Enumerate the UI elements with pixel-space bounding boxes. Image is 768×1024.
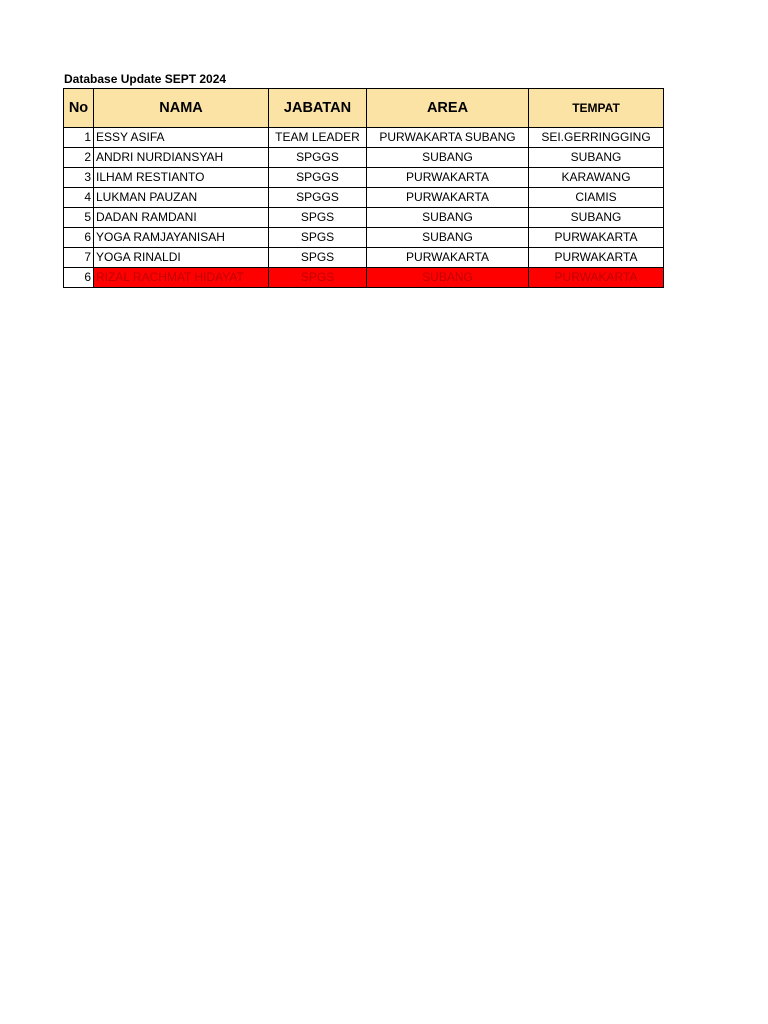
header-nama: NAMA [94,89,269,128]
header-area: AREA [367,89,529,128]
header-jabatan: JABATAN [269,89,367,128]
cell-tempat: KARAWANG [529,168,664,188]
cell-area: SUBANG [367,208,529,228]
cell-nama: YOGA RINALDI [94,248,269,268]
cell-no: 6 [64,228,94,248]
table-header-row [64,89,664,128]
cell-jabatan: SPGGS [269,188,367,208]
cell-nama: LUKMAN PAUZAN [94,188,269,208]
cell-tempat: PURWAKARTA [529,268,664,288]
cell-nama: RIZAL RACHMAT HIDAYAT [94,268,269,288]
cell-nama: DADAN RAMDANI [94,208,269,228]
cell-area: SUBANG [367,268,529,288]
cell-no: 2 [64,148,94,168]
table-row [64,188,664,208]
cell-area: PURWAKARTA [367,168,529,188]
cell-tempat: CIAMIS [529,188,664,208]
cell-jabatan: SPGGS [269,168,367,188]
sheet-title: Database Update SEPT 2024 [64,72,227,86]
cell-jabatan: SPGGS [269,148,367,168]
table-row [64,228,664,248]
cell-nama: ILHAM RESTIANTO [94,168,269,188]
cell-area: PURWAKARTA [367,188,529,208]
cell-no: 1 [64,128,94,148]
cell-nama: YOGA RAMJAYANISAH [94,228,269,248]
cell-tempat: PURWAKARTA [529,228,664,248]
cell-jabatan: SPGS [269,228,367,248]
cell-no: 7 [64,248,94,268]
cell-tempat: SUBANG [529,148,664,168]
cell-jabatan: SPGS [269,208,367,228]
table-row [64,148,664,168]
cell-tempat: SUBANG [529,208,664,228]
cell-no: 5 [64,208,94,228]
cell-area: SUBANG [367,228,529,248]
cell-no: 3 [64,168,94,188]
cell-tempat: SEI.GERRINGGING [529,128,664,148]
cell-tempat: PURWAKARTA [529,248,664,268]
cell-no: 4 [64,188,94,208]
cell-nama: ANDRI NURDIANSYAH [94,148,269,168]
header-no: No [64,89,94,128]
cell-jabatan: SPGS [269,268,367,288]
table-row-highlighted [64,268,664,288]
table-row [64,208,664,228]
table-row [64,128,664,148]
cell-jabatan: SPGS [269,248,367,268]
cell-no: 6 [64,268,94,288]
cell-area: PURWAKARTA [367,248,529,268]
table-body [64,128,664,288]
cell-jabatan: TEAM LEADER [269,128,367,148]
header-tempat: TEMPAT [529,89,664,128]
table-row [64,168,664,188]
table-row [64,248,664,268]
employee-table [63,88,664,288]
cell-nama: ESSY ASIFA [94,128,269,148]
cell-area: PURWAKARTA SUBANG [367,128,529,148]
cell-area: SUBANG [367,148,529,168]
